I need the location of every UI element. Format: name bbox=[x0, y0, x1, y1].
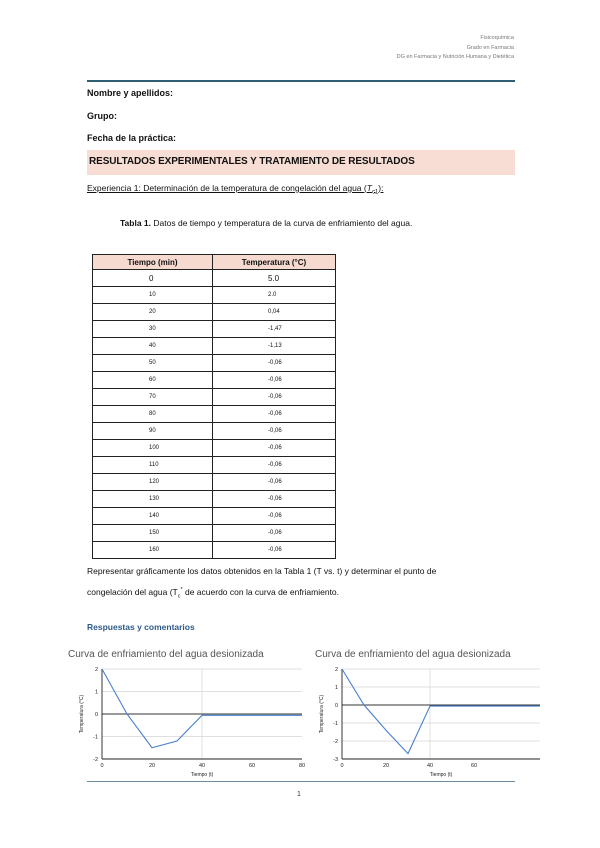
time-cell: 40 bbox=[93, 338, 213, 355]
x-tick-label: 60 bbox=[248, 763, 256, 769]
time-cell: 140 bbox=[93, 508, 213, 525]
instructions-line-2 bbox=[87, 587, 339, 600]
temperature-cell: -0,06 bbox=[213, 508, 336, 525]
temperature-cell: -0,06 bbox=[213, 542, 336, 559]
table-row bbox=[93, 525, 336, 542]
x-tick-label: 20 bbox=[382, 763, 390, 769]
time-cell: 110 bbox=[93, 457, 213, 474]
y-tick-label: 0 bbox=[334, 703, 338, 709]
table-row bbox=[93, 457, 336, 474]
table-row bbox=[93, 508, 336, 525]
section-banner bbox=[87, 150, 515, 175]
table-row bbox=[93, 406, 336, 423]
time-cell: 130 bbox=[93, 491, 213, 508]
x-tick-label: 60 bbox=[470, 763, 478, 769]
table-row bbox=[93, 372, 336, 389]
instructions-line-2-start: congelación del agua (T bbox=[87, 587, 178, 597]
table-header-row bbox=[93, 255, 336, 270]
header-rule bbox=[87, 80, 515, 82]
temperature-cell: -0,06 bbox=[213, 474, 336, 491]
time-cell: 160 bbox=[93, 542, 213, 559]
instructions-line-2-end: de acuerdo con la curva de enfriamiento. bbox=[182, 587, 340, 597]
experiment-subscript: c1 bbox=[371, 189, 379, 196]
table-caption-label: Tabla 1. bbox=[120, 218, 152, 228]
y-tick-label: 0 bbox=[94, 712, 98, 718]
time-cell: 30 bbox=[93, 321, 213, 338]
header-temperature: Temperatura (°C) bbox=[213, 255, 336, 270]
header-subject: Fisicoquímica bbox=[480, 35, 514, 41]
x-axis-label: Tiempo (t) bbox=[429, 772, 453, 778]
temperature-cell: -0,06 bbox=[213, 525, 336, 542]
time-cell: 100 bbox=[93, 440, 213, 457]
temperature-cell: -0,06 bbox=[213, 372, 336, 389]
x-tick-label: 0 bbox=[340, 763, 344, 769]
y-axis-label: Temperatura (°C) bbox=[79, 694, 85, 734]
table-row bbox=[93, 304, 336, 321]
name-field-label: Nombre y apellidos: bbox=[87, 88, 174, 98]
y-tick-label: 2 bbox=[334, 667, 338, 673]
time-cell: 0 bbox=[93, 270, 213, 287]
temperature-cell: -0,06 bbox=[213, 355, 336, 372]
chart-1 bbox=[62, 664, 312, 782]
table-row bbox=[93, 338, 336, 355]
header-double-degree: DG en Farmacia y Nutrición Humana y Dietética bbox=[396, 54, 514, 60]
temperature-cell: -0,06 bbox=[213, 423, 336, 440]
table-row bbox=[93, 389, 336, 406]
temperature-cell: 0,04 bbox=[213, 304, 336, 321]
document-header bbox=[397, 34, 514, 63]
time-cell: 50 bbox=[93, 355, 213, 372]
x-axis-label: Tiempo (t) bbox=[190, 772, 214, 778]
page-number: 1 bbox=[297, 791, 301, 798]
section-title: RESULTADOS EXPERIMENTALES Y TRATAMIENTO DE RESULTADOS bbox=[89, 156, 415, 167]
table-row bbox=[93, 423, 336, 440]
temperature-cell: -0,06 bbox=[213, 440, 336, 457]
time-cell: 70 bbox=[93, 389, 213, 406]
x-tick-label: 20 bbox=[148, 763, 156, 769]
table-row bbox=[93, 270, 336, 287]
x-tick-label: 40 bbox=[426, 763, 434, 769]
y-tick-label: -2 bbox=[93, 757, 98, 763]
experiment-heading bbox=[87, 183, 383, 196]
chart-2-title: Curva de enfriamiento del agua desionizada bbox=[315, 649, 511, 660]
temperature-cell: -0,06 bbox=[213, 389, 336, 406]
instructions-line-1: Representar gráficamente los datos obtenidos en la Tabla 1 (T vs. t) y determinar el punto de bbox=[87, 566, 437, 576]
chart-2 bbox=[310, 664, 545, 782]
y-tick-label: -1 bbox=[93, 734, 98, 741]
time-cell: 60 bbox=[93, 372, 213, 389]
y-axis-label: Temperatura (°C) bbox=[319, 694, 325, 734]
experiment-symbol: T bbox=[366, 183, 372, 193]
group-field-label: Grupo: bbox=[87, 111, 117, 121]
instructions-subscript: c bbox=[177, 593, 181, 600]
y-tick-label: 1 bbox=[94, 689, 98, 696]
y-tick-label: -3 bbox=[333, 757, 338, 763]
temperature-cell: -0,06 bbox=[213, 457, 336, 474]
temperature-cell: 2.0 bbox=[213, 287, 336, 304]
time-cell: 150 bbox=[93, 525, 213, 542]
temperature-cell: 5.0 bbox=[213, 270, 336, 287]
header-degree: Grado en Farmacia bbox=[466, 44, 514, 51]
footer-rule bbox=[87, 781, 515, 782]
table-row bbox=[93, 491, 336, 508]
y-tick-label: -2 bbox=[333, 739, 338, 745]
temperature-cell: -1,47 bbox=[213, 321, 336, 338]
time-cell: 20 bbox=[93, 304, 213, 321]
y-tick-label: -1 bbox=[333, 721, 338, 727]
responses-heading: Respuestas y comentarios bbox=[87, 622, 195, 632]
experiment-suffix: ): bbox=[378, 183, 384, 193]
table-row bbox=[93, 321, 336, 338]
time-cell: 120 bbox=[93, 474, 213, 491]
temperature-cell: -0,06 bbox=[213, 406, 336, 423]
table-caption bbox=[120, 218, 412, 228]
table-row bbox=[93, 474, 336, 491]
table-caption-text: Datos de tiempo y temperatura de la curva de enfriamiento del agua. bbox=[153, 218, 413, 228]
table-row bbox=[93, 440, 336, 457]
time-cell: 80 bbox=[93, 406, 213, 423]
time-cell: 10 bbox=[93, 287, 213, 304]
table-row bbox=[93, 287, 336, 304]
time-cell: 90 bbox=[93, 423, 213, 440]
table-row bbox=[93, 355, 336, 372]
table-row bbox=[93, 542, 336, 559]
chart-1-title: Curva de enfriamiento del agua desionizada bbox=[68, 649, 264, 660]
y-tick-label: 1 bbox=[334, 685, 338, 691]
header-time: Tiempo (min) bbox=[93, 255, 213, 270]
date-field-label: Fecha de la práctica: bbox=[87, 133, 177, 143]
temperature-cell: -1,13 bbox=[213, 338, 336, 355]
y-tick-label: 2 bbox=[94, 667, 98, 673]
temperature-cell: -0,06 bbox=[213, 491, 336, 508]
x-tick-label: 40 bbox=[198, 763, 206, 769]
experiment-prefix: Experiencia 1: Determinación de la temperatura de congelación del agua ( bbox=[87, 183, 367, 193]
instructions-superscript: * bbox=[180, 587, 183, 594]
x-tick-label: 0 bbox=[100, 763, 104, 769]
data-table bbox=[92, 254, 336, 559]
x-tick-label: 80 bbox=[298, 763, 306, 769]
